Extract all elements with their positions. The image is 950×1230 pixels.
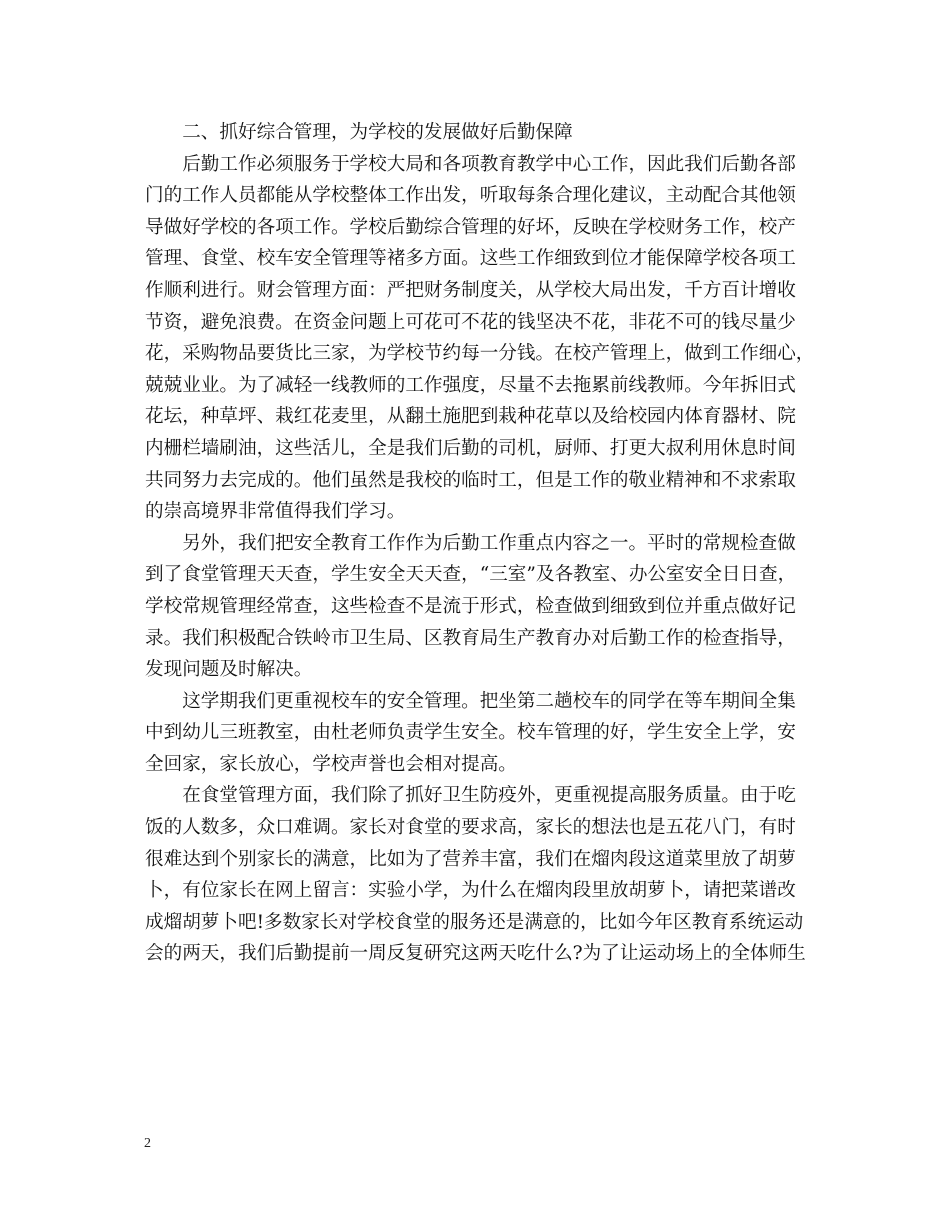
paragraph-logistics-management: [145, 149, 815, 528]
paragraph-school-bus: [145, 686, 805, 781]
text-line: 门的工作人员都能从学校整体工作出发，听取每条合理化建议，主动配合其他领: [145, 185, 796, 207]
text-line: 另外，我们把安全教育工作作为后勤工作重点内容之一。平时的常规检查做: [182, 532, 796, 554]
paragraph-safety-education: [145, 528, 805, 686]
text-line: 饭的人数多，众口难调。家长对食堂的要求高，家长的想法也是五花八门，有时: [145, 817, 796, 839]
text-line: 的崇高境界非常值得我们学习。: [145, 501, 406, 523]
section-heading: 二、抓好综合管理，为学校的发展做好后勤保障: [182, 122, 573, 143]
text-line: 兢兢业业。为了减轻一线教师的工作强度，尽量不去拖累前线教师。今年拆旧式: [145, 374, 796, 396]
text-line: 共同努力去完成的。他们虽然是我校的临时工，但是工作的敬业精神和不求索取: [145, 469, 796, 491]
paragraph-canteen: [145, 780, 805, 970]
text-line: 后勤工作必须服务于学校大局和各项教育教学中心工作，因此我们后勤各部: [182, 153, 796, 175]
text-line: 导做好学校的各项工作。学校后勤综合管理的好坏，反映在学校财务工作，校产: [145, 216, 796, 238]
text-line: 全回家，家长放心，学校声誉也会相对提高。: [145, 753, 517, 775]
text-line: 花，采购物品要货比三家，为学校节约每一分钱。在校产管理上，做到工作细心，: [145, 343, 815, 365]
text-line: 花坛，种草坪、栽红花麦里，从翻土施肥到栽种花草以及给校园内体育器材、院: [145, 406, 796, 428]
text-line: 学校常规管理经常查，这些检查不是流于形式，检查做到细致到位并重点做好记: [145, 595, 796, 617]
text-line: 到了食堂管理天天查，学生安全天天查，“三室”及各教室、办公室安全日日查，: [145, 564, 797, 586]
text-line: 会的两天，我们后勤提前一周反复研究这两天吃什么?为了让运动场上的全体师生: [145, 943, 806, 965]
text-line: 节资，避免浪费。在资金问题上可花可不花的钱坚决不花，非花不可的钱尽量少: [145, 311, 796, 333]
text-line: 这学期我们更重视校车的安全管理。把坐第二趟校车的同学在等车期间全集: [182, 690, 796, 712]
text-line: 发现问题及时解决。: [145, 659, 313, 681]
text-line: 卜，有位家长在网上留言：实验小学，为什么在熘肉段里放胡萝卜，请把菜谱改: [145, 880, 796, 902]
text-line: 管理、食堂、校车安全管理等褚多方面。这些工作细致到位才能保障学校各项工: [145, 248, 796, 270]
document-body: [145, 117, 815, 970]
text-line: 中到幼儿三班教室，由杜老师负责学生安全。校车管理的好，学生安全上学，安: [145, 722, 796, 744]
text-line: 很难达到个别家长的满意，比如为了营养丰富，我们在熘肉段这道菜里放了胡萝: [145, 848, 796, 870]
text-line: 录。我们积极配合铁岭市卫生局、区教育局生产教育办对后勤工作的检查指导，: [145, 627, 796, 649]
text-line: 成熘胡萝卜吧!多数家长对学校食堂的服务还是满意的，比如今年区教育系统运动: [145, 911, 804, 933]
text-line: 内栅栏墙刷油，这些活儿，全是我们后勤的司机，厨师、打更大叔利用休息时间: [145, 437, 796, 459]
page-number: 2: [144, 1136, 151, 1151]
text-line: 在食堂管理方面，我们除了抓好卫生防疫外，更重视提高服务质量。由于吃: [182, 785, 796, 807]
text-line: 作顺利进行。财会管理方面：严把财务制度关，从学校大局出发，千方百计增收: [145, 279, 796, 301]
